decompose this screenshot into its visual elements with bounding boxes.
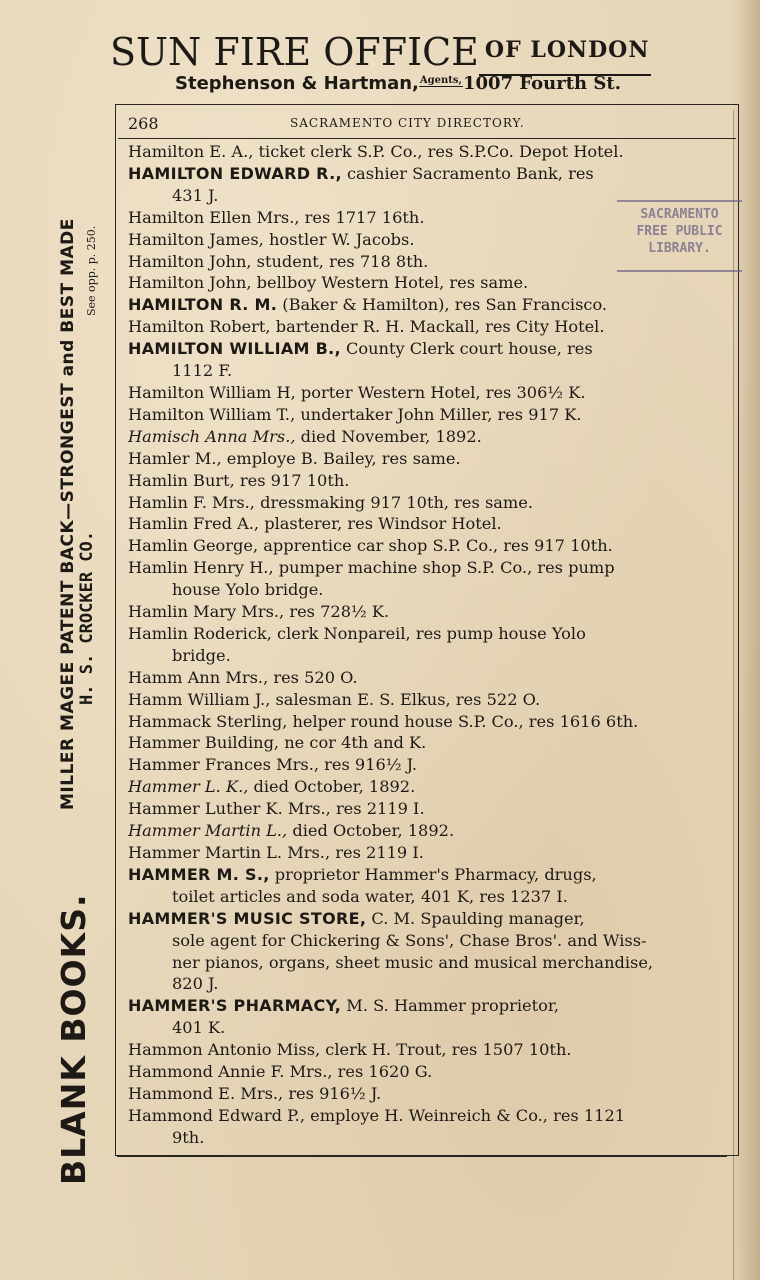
directory-entry	[128, 404, 726, 426]
directory-entry	[128, 141, 726, 163]
agents-address: 1007 Fourth St.	[463, 73, 621, 94]
entry-name: Hamler M.,	[128, 448, 222, 468]
directory-entry	[128, 732, 726, 754]
entry-name: Hammond E. Mrs.,	[128, 1083, 284, 1103]
stamp-line-2: FREE PUBLIC	[636, 224, 723, 239]
entry-text: clerk Nonpareil, res pump house Yolo	[271, 623, 586, 643]
directory-entry	[128, 338, 726, 382]
entry-name: Hamilton Ellen Mrs.,	[128, 207, 300, 227]
entry-name: Hamm Ann Mrs.,	[128, 667, 269, 687]
directory-entry	[128, 382, 726, 404]
entry-name: Hamlin F. Mrs.,	[128, 492, 255, 512]
entry-text: student, res 718 8th.	[251, 251, 429, 271]
entry-text: (Baker & Hamilton), res San Francisco.	[277, 295, 608, 315]
entry-text: hostler W. Jacobs.	[263, 229, 415, 249]
entry-name: HAMILTON EDWARD R.,	[128, 163, 342, 183]
entry-name: Hamisch Anna Mrs.,	[128, 426, 296, 446]
entry-continuation: bridge.	[172, 645, 231, 665]
entry-text: res 520 O.	[268, 667, 358, 687]
directory-entry	[128, 842, 726, 864]
entry-text: proprietor Hammer's Pharmacy, drugs,	[269, 864, 597, 884]
entry-text: died October, 1892.	[287, 821, 455, 841]
directory-entry	[128, 820, 726, 842]
entry-text: bartender R. H. Mackall, res City Hotel.	[270, 317, 605, 337]
entry-text: helper round house S.P. Co., res 1616 6th.	[287, 711, 639, 731]
directory-entry	[128, 689, 726, 711]
running-head	[128, 114, 728, 133]
entry-text: res 916½ J.	[319, 755, 418, 775]
entry-text: ne cor 4th and K.	[279, 733, 427, 753]
directory-entry	[128, 864, 726, 908]
entry-name: Hammer Martin L. Mrs.,	[128, 843, 331, 862]
advert-title-suffix: OF LONDON	[479, 28, 652, 76]
directory-entry	[128, 623, 726, 667]
entry-name: Hammer Luther K. Mrs.,	[128, 799, 331, 819]
entry-continuation: toilet articles and soda water, 401 K, res 1237 I.	[172, 886, 568, 906]
entry-name: Hamilton Robert,	[128, 317, 271, 337]
entry-text: plasterer, res Windsor Hotel.	[259, 514, 502, 534]
directory-entries	[128, 141, 726, 1149]
entry-text: M. S. Hammer proprietor,	[341, 996, 559, 1016]
directory-entry	[128, 1061, 726, 1083]
entry-name: Hamlin Mary Mrs.,	[128, 602, 285, 622]
entry-continuation: house Yolo bridge.	[172, 580, 324, 600]
entry-name: Hammer L. K.,	[128, 777, 249, 797]
entry-text: res 2119 I.	[330, 799, 425, 819]
entry-name: Hamilton William T.,	[128, 404, 296, 424]
advert-blank-books: BLANK BOOKS.	[54, 893, 93, 1185]
directory-entry	[128, 557, 726, 601]
entry-text: died October, 1892.	[248, 777, 416, 797]
entry-name: HAMMER'S PHARMACY,	[128, 996, 342, 1016]
entry-name: Hamlin George,	[128, 536, 259, 556]
directory-entry	[128, 272, 726, 294]
entry-text: res 728½ K.	[284, 602, 390, 622]
directory-entry	[128, 754, 726, 776]
entry-name: Hammer Frances Mrs.,	[128, 755, 319, 775]
advert-agents-line	[175, 73, 735, 94]
entry-text: res 916½ J.	[283, 1083, 382, 1103]
directory-entry	[128, 1039, 726, 1061]
entry-text: res 2119 I.	[330, 843, 424, 862]
directory-entry	[128, 995, 726, 1039]
entry-continuation: 9th.	[172, 1127, 205, 1147]
entry-name: HAMILTON R. M.	[128, 295, 278, 315]
directory-entry	[128, 535, 726, 557]
directory-entry	[128, 448, 726, 470]
stamp-line-1: SACRAMENTO	[640, 207, 719, 222]
agents-name: Stephenson & Hartman,	[175, 73, 419, 94]
entry-name: Hamlin Burt,	[128, 470, 235, 490]
entry-name: Hamm William J.,	[128, 689, 271, 709]
entry-continuation: 431 J.	[172, 185, 219, 205]
entry-text: undertaker John Miller, res 917 K.	[295, 404, 582, 424]
entry-name: Hamilton E. A.,	[128, 142, 254, 161]
page-number: 268	[128, 114, 159, 133]
entry-text: employe H. Weinreich & Co., res 1121	[304, 1105, 626, 1125]
entry-text: res 1717 16th.	[299, 207, 425, 227]
directory-entry	[128, 316, 726, 338]
entry-text: bellboy Western Hotel, res same.	[251, 273, 529, 293]
entry-continuation: 1112 F.	[172, 361, 233, 381]
advert-miller-magee: MILLER MAGEE PATENT BACK—STRONGEST and BEST MADE	[58, 218, 78, 810]
entry-text: porter Western Hotel, res 306½ K.	[295, 382, 586, 402]
stamp-line-3: LIBRARY.	[648, 241, 711, 256]
entry-name: Hamilton John,	[128, 251, 252, 271]
entry-name: Hamilton William H,	[128, 382, 296, 402]
directory-entry	[128, 294, 726, 316]
directory-title: SACRAMENTO CITY DIRECTORY.	[290, 116, 525, 130]
entry-name: Hammond Edward P.,	[128, 1105, 305, 1125]
entry-name: HAMILTON WILLIAM B.,	[128, 339, 341, 359]
entry-name: HAMMER M. S.,	[128, 864, 270, 884]
directory-entry	[128, 711, 726, 733]
entry-name: Hamilton John,	[128, 273, 252, 293]
directory-entry	[128, 908, 726, 996]
entry-text: died November, 1892.	[295, 426, 482, 446]
directory-entry	[128, 798, 726, 820]
entry-name: Hammer Martin L.,	[128, 821, 288, 841]
directory-entry	[128, 513, 726, 535]
entry-text: salesman E. S. Elkus, res 522 O.	[270, 689, 541, 709]
entry-name: HAMMER'S MUSIC STORE,	[128, 908, 367, 928]
directory-entry	[128, 426, 726, 448]
entry-name: Hamlin Roderick,	[128, 623, 272, 643]
entry-text: County Clerk court house, res	[340, 339, 593, 359]
agents-tag: Agents,	[419, 75, 462, 86]
entry-name: Hammon Antonio Miss,	[128, 1040, 321, 1060]
entry-name: Hammack Sterling,	[128, 711, 288, 731]
directory-entry	[128, 470, 726, 492]
entry-text: C. M. Spaulding manager,	[366, 908, 585, 928]
library-stamp	[617, 200, 742, 272]
entry-text: res 1620 G.	[332, 1062, 433, 1082]
directory-entry	[128, 1105, 726, 1149]
footer-rule	[117, 1155, 727, 1157]
entry-name: Hamilton James,	[128, 229, 264, 249]
entry-text: pumper machine shop S.P. Co., res pump	[273, 558, 615, 578]
entry-text: cashier Sacramento Bank, res	[341, 163, 594, 183]
entry-text: ticket clerk S.P. Co., res S.P.Co. Depot Hotel.	[253, 142, 624, 161]
directory-entry	[128, 667, 726, 689]
entry-name: Hammond Annie F. Mrs.,	[128, 1062, 333, 1082]
header-rule	[118, 138, 736, 139]
entry-text: res 917 10th.	[234, 470, 350, 490]
advert-title: SUN FIRE OFFICE	[110, 30, 479, 74]
directory-entry	[128, 1083, 726, 1105]
directory-entry	[128, 492, 726, 514]
entry-text: apprentice car shop S.P. Co., res 917 10th.	[258, 536, 613, 556]
entry-name: Hamlin Henry H.,	[128, 558, 274, 578]
entry-name: Hammer Building,	[128, 733, 280, 753]
advert-see-page: See opp. p. 250.	[85, 225, 98, 316]
entry-continuation: 401 K.	[172, 1018, 226, 1038]
entry-text: employe B. Bailey, res same.	[221, 448, 461, 468]
entry-continuation: sole agent for Chickering & Sons', Chase Bros'. and Wiss- ner pianos, organs, sheet music and musical merchandise, 820 J.	[172, 930, 654, 994]
advert-crocker: H. S. CROCKER CO.	[77, 531, 97, 705]
directory-entry	[128, 601, 726, 623]
directory-entry	[128, 776, 726, 798]
entry-name: Hamlin Fred A.,	[128, 514, 260, 534]
advert-sun-fire-office	[110, 28, 730, 76]
entry-text: dressmaking 917 10th, res same.	[254, 492, 533, 512]
entry-text: clerk H. Trout, res 1507 10th.	[320, 1040, 572, 1060]
